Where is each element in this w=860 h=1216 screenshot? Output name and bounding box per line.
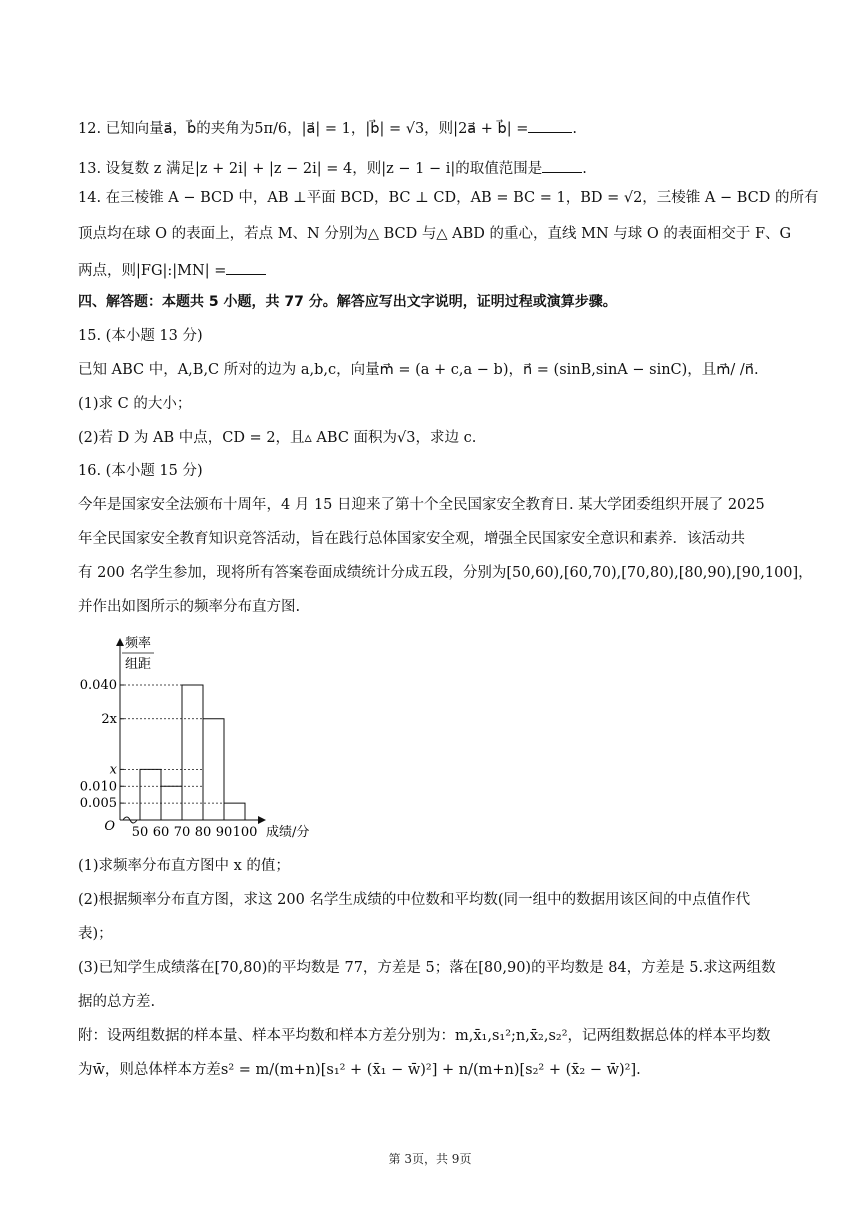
x-tick-label: 100 [232,825,258,840]
appendix-line-2: 为w̄，则总体样本方差s² = m/(m+n)[s₁² + (x̄₁ − w̄)²] + n/(m+n)[s₂² + (x̄₂ − w̄)²]. [78,1062,641,1078]
question-16-part-2-line-1: (2)根据频率分布直方图，求这 200 名学生成绩的中位数和平均数(同一组中的数据用该区间的中点值作代 [78,892,751,908]
question-16-part-2-line-2: 表)； [78,926,113,942]
page-footer: 第 3页，共 9页 [388,1152,472,1166]
question-16-stem-3: 有 200 名学生参加，现将所有答案卷面成绩统计分成五段，分别为[50,60),[60,70),[70,80),[80,90),[90,100]， [78,565,813,581]
appendix-line-1: 附：设两组数据的样本量、样本平均数和样本方差分别为：m,x̄₁,s₁²;n,x̄₂,s₂²，记两组数据总体的样本平均数 [78,1028,771,1044]
q14-answer-blank [226,260,266,275]
frequency-histogram [79,632,340,842]
question-16-stem-2: 年全民国家安全教育知识竞答活动，旨在践行总体国家安全观，增强全民国家安全意识和素养．该活动共 [78,531,745,547]
y-axis-label-top: 频率 [124,636,152,651]
q14-text: 两点，则|FG|:|MN| = [78,263,227,279]
x-axis-label: 成绩/分 [266,825,310,840]
y-tick-label: x [109,762,117,778]
y-tick-label: 0.005 [79,796,117,812]
question-14-line-1: 14. 在三棱锥 A − BCD 中，AB ⊥平面 BCD，BC ⊥ CD，AB = BC = 1，BD = √2，三棱锥 A − BCD 的所有 [78,190,819,206]
x-tick-label: 60 [152,825,170,840]
question-13: 13. 设复数 z 满足|z + 2i| + |z − 2i| = 4，则|z − 1 − i|的取值范围是 . [78,158,782,179]
question-14-line-2: 顶点均在球 O 的表面上，若点 M、N 分别为△ BCD 与△ ABD 的重心，直线 MN 与球 O 的表面相交于 F、G [78,226,792,242]
y-tick-label: 0.010 [79,779,117,795]
x-tick-label: 90 [215,825,233,840]
question-15-part-2: (2)若 D 为 AB 中点，CD = 2，且▵ ABC 面积为√3，求边 c. [78,430,477,446]
x-axis-arrow [258,816,266,824]
q13-answer-blank [542,158,582,173]
histogram-bar [203,719,224,820]
q12-text: 12. 已知向量a⃗，b⃗的夹角为5π/6，|a⃗| = 1，|b⃗| = √3，则|2a⃗ + b⃗| = [78,121,529,137]
y-axis-label-bottom: 组距 [124,657,152,672]
section-heading: 四、解答题：本题共 5 小题，共 77 分。解答应写出文字说明，证明过程或演算步骤。 [78,294,617,310]
x-tick-label: 80 [194,825,212,840]
question-16-part-3-line-2: 据的总方差. [78,994,156,1010]
y-axis-arrow [116,638,124,646]
question-16-heading: 16. (本小题 15 分) [78,463,203,479]
x-tick-label: 70 [173,825,191,840]
histogram-bar [182,685,203,820]
y-tick-label: 0.040 [79,678,117,693]
question-16-stem-4: 并作出如图所示的频率分布直方图. [78,599,301,615]
question-15-stem: 已知 ABC 中，A,B,C 所对的边为 a,b,c，向量m⃗ = (a + c,a − b)，n⃗ = (sinB,sinA − sinC)，且m⃗/ /n⃗. [78,362,759,378]
histogram-bar [140,769,161,820]
origin-label: O [104,819,115,834]
x-tick-label: 50 [131,825,149,840]
question-16-part-3-line-1: (3)已知学生成绩落在[70,80)的平均数是 77，方差是 5；落在[80,90)的平均数是 84，方差是 5.求这两组数 [78,960,776,976]
histogram-bar [224,803,245,820]
question-15-part-1: (1)求 C 的大小； [78,396,192,412]
question-16-part-1: (1)求频率分布直方图中 x 的值； [78,858,290,874]
q12-answer-blank [528,118,572,133]
question-16-stem-1: 今年是国家安全法颁布十周年，4 月 15 日迎来了第十个全民国家安全教育日. 某大学团委组织开展了 2025 [78,497,765,513]
y-tick-label: 2x [101,711,117,727]
question-12: 12. 已知向量a⃗，b⃗的夹角为5π/6，|a⃗| = 1，|b⃗| = √3，则|2a⃗ + b⃗| = . [78,118,782,139]
question-15-heading: 15. (本小题 13 分) [78,328,203,344]
question-14-line-3 [78,260,782,281]
q13-text: 13. 设复数 z 满足|z + 2i| + |z − 2i| = 4，则|z − 1 − i|的取值范围是 [78,161,543,177]
